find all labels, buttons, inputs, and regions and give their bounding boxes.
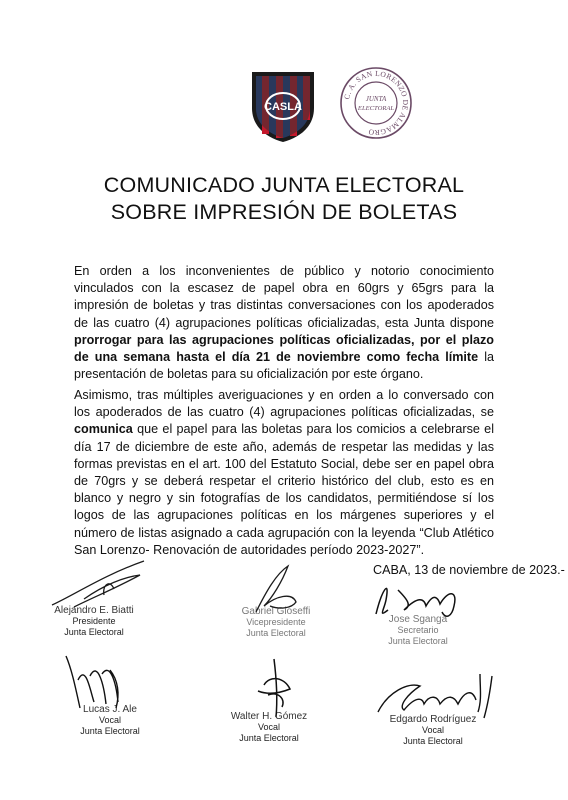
signatory-body: Junta Electoral (388, 636, 448, 646)
signatory-role: Vocal (98, 715, 122, 725)
paragraph-1-text: En orden a los inconvenientes de público y notorio conocimiento vinculados con la escasez de papel obra en 60grs y 65grs para la impresión de boletas y tras distintas conversaciones con los apoderados de las cuatro (4) agrupaciones políticas oficializadas, esta Junta dispone (74, 264, 494, 330)
signature-mark (60, 650, 150, 712)
signatory-body: Junta Electoral (239, 733, 299, 743)
signature-mark (44, 555, 164, 615)
paragraph-2-text-end: que el papel para las boletas para los comicios a celebrarse el día 17 de diciembre de este año, además de respetar las medidas y las formas previstas en el art. 100 del Estatuto Social, debe ser en papel obra de 70grs y se deberá respetar el criterio histórico del club, esto es en blanco y negro y sin fotografías de los candidatos, permitiéndose sí los logos de las agrupaciones políticas en los márgenes superiores y el número de listas asignado a cada agrupación con la leyenda “Club Atlético San Lorenzo- Renovación de autoridades período 2023-2027”. (74, 422, 494, 557)
paragraph-2-bold: comunica (74, 422, 133, 437)
signatory-name: Walter H. Gómez (230, 711, 308, 722)
signatory-name: Lucas J. Ale (83, 704, 137, 715)
paragraph-1 (74, 263, 494, 383)
signatory-role: Presidente (72, 616, 116, 626)
signature-block-secretary (368, 614, 468, 647)
paragraph-1-text-end: la presentación de boletas para su oficialización por este órgano. (74, 350, 494, 382)
paragraph-2-text: Asimismo, tras múltiples averiguaciones y en orden a lo conversado con los apoderados de las cuatro (4) agrupaciones políticas oficializadas, se (74, 388, 494, 420)
svg-text:JUNTA: JUNTA (365, 95, 387, 103)
signatory-name: Edgardo Rodríguez (389, 714, 477, 725)
signature-mark (368, 570, 478, 626)
signatory-role: Vicepresidente (246, 617, 306, 627)
signatory-name: Alejandro E. Biatti (54, 605, 134, 616)
signature-block-vocal-2 (214, 711, 324, 744)
signature-mark (236, 562, 326, 618)
signatory-body: Junta Electoral (403, 736, 463, 746)
svg-text:CASLA: CASLA (264, 101, 302, 113)
signatory-name: Gabriel Gioseffi (241, 606, 311, 617)
signature-block-vocal-1 (60, 704, 160, 737)
document-date: CABA, 13 de noviembre de 2023.- (373, 563, 565, 577)
signature-block-vicepresident (226, 606, 326, 639)
signatory-body: Junta Electoral (64, 627, 124, 637)
signature-mark (234, 655, 314, 721)
signatory-role: Vocal (421, 725, 445, 735)
title-line-1: COMUNICADO JUNTA ELECTORAL (103, 173, 465, 197)
signature-block-vocal-3 (368, 714, 498, 747)
svg-text:ELECTORAL: ELECTORAL (357, 105, 395, 112)
paragraph-2 (74, 387, 494, 559)
signature-mark (368, 666, 508, 726)
club-crest-logo (248, 68, 318, 144)
signatory-body: Junta Electoral (246, 628, 306, 638)
junta-electoral-stamp (339, 66, 413, 140)
header-logos (0, 66, 568, 146)
signatory-role: Vocal (257, 722, 281, 732)
svg-text:C. A. SAN LORENZO DE ALMAGRO: C. A. SAN LORENZO DE ALMAGRO (342, 68, 411, 138)
signatory-name: Jose Sganga (388, 614, 448, 625)
signatory-body: Junta Electoral (80, 726, 140, 736)
paragraph-1-bold: prorrogar para las agrupaciones políticas oficializadas, por el plazo de una semana hasta el día 21 de noviembre como fecha límite (74, 332, 494, 365)
document-title (40, 172, 528, 226)
signature-block-president (34, 605, 154, 638)
title-line-2: SOBRE IMPRESIÓN DE BOLETAS (110, 200, 458, 224)
signatory-role: Secretario (397, 625, 439, 635)
